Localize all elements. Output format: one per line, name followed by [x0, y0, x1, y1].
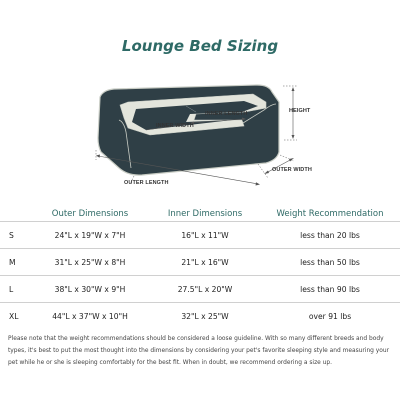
inner-width-label: INNER WIDTH — [156, 123, 194, 129]
table-header-row — [0, 207, 400, 222]
inner-dimensions-cell: 27.5"L x 20"W — [150, 276, 260, 303]
header-size — [0, 207, 30, 222]
bed-illustration — [0, 60, 400, 200]
page-title: Lounge Bed Sizing — [121, 37, 279, 55]
weight-cell: over 91 lbs — [260, 303, 400, 330]
table-row — [0, 303, 400, 330]
sizing-note — [8, 333, 396, 369]
header-weight-recommendation: Weight Recommendation — [276, 209, 384, 219]
outer-dimensions-cell: 44"L x 37"W x 10"H — [30, 303, 150, 330]
weight-cell: less than 50 lbs — [260, 249, 400, 276]
outer-dimensions-cell: 31"L x 25"W x 8"H — [30, 249, 150, 276]
inner-dimensions-cell: 32"L x 25"W — [150, 303, 260, 330]
outer-dimensions-cell: 38"L x 30"W x 9"H — [30, 276, 150, 303]
weight-cell: less than 20 lbs — [260, 222, 400, 249]
inner-dimensions-cell: 21"L x 16"W — [150, 249, 260, 276]
height-label: HEIGHT — [289, 108, 311, 114]
header-outer-dimensions: Outer Dimensions — [51, 209, 129, 219]
sizing-table — [0, 207, 400, 329]
size-cell: L — [0, 276, 30, 303]
bed-diagram — [0, 60, 400, 200]
outer-width-label: OUTER WIDTH — [272, 167, 312, 173]
size-cell: M — [0, 249, 30, 276]
inner-length-label: INNER LENGTH — [205, 111, 248, 117]
outer-length-label: OUTER LENGTH — [124, 180, 169, 186]
header-inner-dimensions: Inner Dimensions — [167, 209, 243, 219]
table-row — [0, 249, 400, 276]
note-line: Please note that the weight recommendations should be considered a loose guideline. With so many different breeds and body — [8, 336, 384, 342]
size-cell: S — [0, 222, 30, 249]
table-row — [0, 222, 400, 249]
size-cell: XL — [0, 303, 30, 330]
note-line: types, it's best to put the most thought into the dimensions by considering your pet's favorite sleeping style and measuring your — [8, 348, 390, 354]
inner-dimensions-cell: 16"L x 11"W — [150, 222, 260, 249]
outer-dimensions-cell: 24"L x 19"W x 7"H — [30, 222, 150, 249]
weight-cell: less than 90 lbs — [260, 276, 400, 303]
note-line: pet while he or she is sleeping comfortably for the best fit. When in doubt, we recommend ordering a size up. — [8, 360, 333, 366]
table-row — [0, 276, 400, 303]
